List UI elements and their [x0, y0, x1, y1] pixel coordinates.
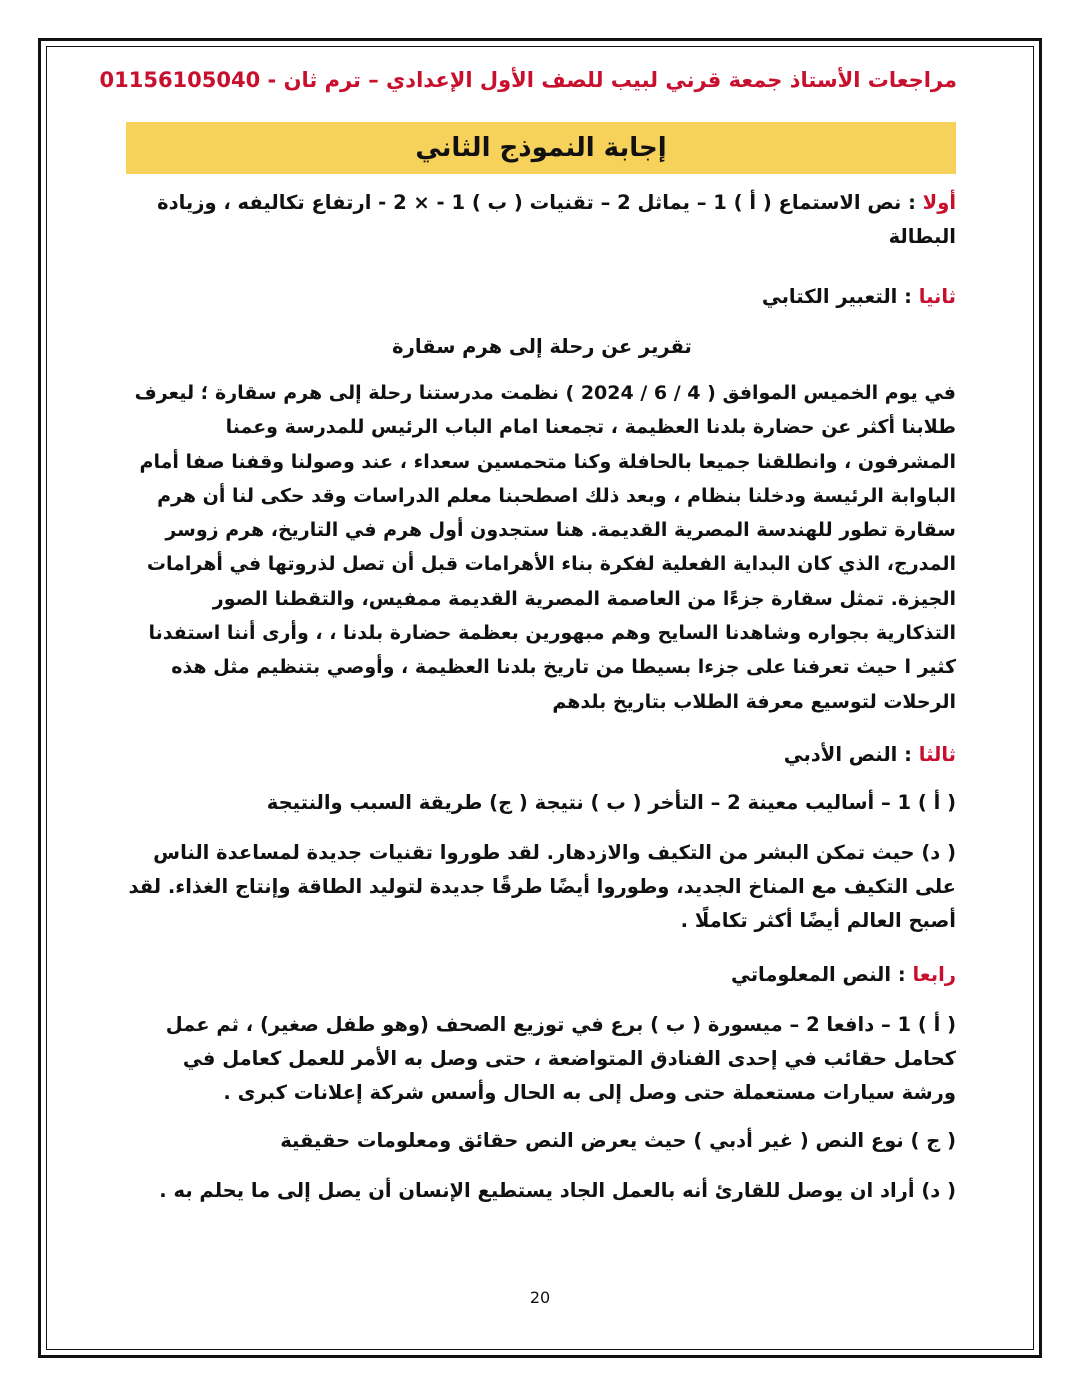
section-4-label: رابعا	[912, 963, 956, 986]
literary-answer-2: ( د) حيث تمكن البشر من التكيف والازدهار. لقد طوروا تقنيات جديدة لمساعدة الناس على التكيف مع المناخ الجديد، وطوروا أيضًا طرقًا جديدة لتوليد الطاقة وإنتاج الغذاء. لقد أصبح العالم أيضًا أكثر تكاملًا .	[128, 841, 956, 932]
section-1-text: : نص الاستماع ( أ ) 1 – يماثل 2 – تقنيات ( ب ) 1 - × 2 - ارتفاع تكاليفه ، وزيادة البطالة	[157, 191, 956, 248]
informational-answer-2: ( ج ) نوع النص ( غير أدبي ) حيث يعرض النص حقائق ومعلومات حقيقية	[280, 1129, 956, 1152]
section-3-label: ثالثا	[918, 743, 956, 766]
section-2-text: : التعبير الكتابي	[761, 285, 919, 308]
informational-answer-3: ( د) أراد ان يوصل للقارئ أنه بالعمل الجاد يستطيع الإنسان أن يصل إلى ما يحلم به .	[159, 1179, 956, 1202]
section-literary-heading	[128, 738, 956, 772]
section-informational-heading	[128, 958, 956, 992]
section-3-text: : النص الأدبي	[783, 743, 919, 766]
section-2-label: ثانيا	[918, 285, 956, 308]
section-4-text: : النص المعلوماتي	[730, 963, 913, 986]
section-listening	[128, 186, 956, 254]
section-1-label: أولا	[922, 191, 956, 214]
report-title: تقرير عن رحلة إلى هرم سقارة	[392, 335, 692, 358]
section-writing-heading	[128, 280, 956, 314]
page-number: 20	[529, 1288, 551, 1307]
informational-answer-1: ( أ ) 1 – دافعا 2 – ميسورة ( ب ) برع في توزيع الصحف (وهو طفل صغير) ، ثم عمل كحامل حقائب في إحدى الفنادق المتواضعة ، حتى وصل به الأمر للعمل كعامل في ورشة سيارات مستعملة حتى وصل إلى به الحال وأسس شركة إعلانات كبرى .	[165, 1013, 956, 1104]
page-header: مراجعات الأستاذ جمعة قرني لبيب للصف الأول الإعدادي – ترم ثان - 01156105040	[99, 68, 957, 92]
report-paragraph: في يوم الخميس الموافق ( 4 / 6 / 2024 ) نظمت مدرستنا رحلة إلى هرم سقارة ؛ ليعرف طلابنا أكثر عن حضارة بلدنا العظيمة ، تجمعنا امام الباب الرئيس للمدرسة وعمنا المشرفون ، وانطلقنا جميعا بالحافلة وكنا متحمسين سعداء ، عند وصولنا وقفنا صفا أمام الباوابة الرئيسة ودخلنا بنظام ، وبعد ذلك اصطحبنا معلم الدراسات وقد حكى لنا أن هرم سقارة تطور للهندسة المصرية القديمة. هنا ستجدون أول هرم في التاريخ، هرم زوسر المدرج، الذي كان البداية الفعلية لفكرة بناء الأهرامات قبل أن تصل لذروتها في أهرامات الجيزة. تمثل سقارة جزءًا من العاصمة المصرية القديمة ممفيس، والتقطنا الصور التذكارية بجواره وشاهدنا السايح وهم مبهورين بعظمة حضارة بلدنا ، ، وأرى أننا استفدنا كثير ا حيث تعرفنا على جزءا بسيطا من تاريخ بلدنا العظيمة ، وأوصي بتنظيم مثل هذه الرحلات لتوسيع معرفة الطلاب بتاريخ بلدهم	[134, 382, 956, 713]
literary-answer-1: ( أ ) 1 – أساليب معينة 2 – التأخر ( ب ) نتيجة ( ج) طريقة السبب والنتيجة	[266, 791, 956, 814]
page-title: إجابة النموذج الثاني	[126, 122, 956, 174]
